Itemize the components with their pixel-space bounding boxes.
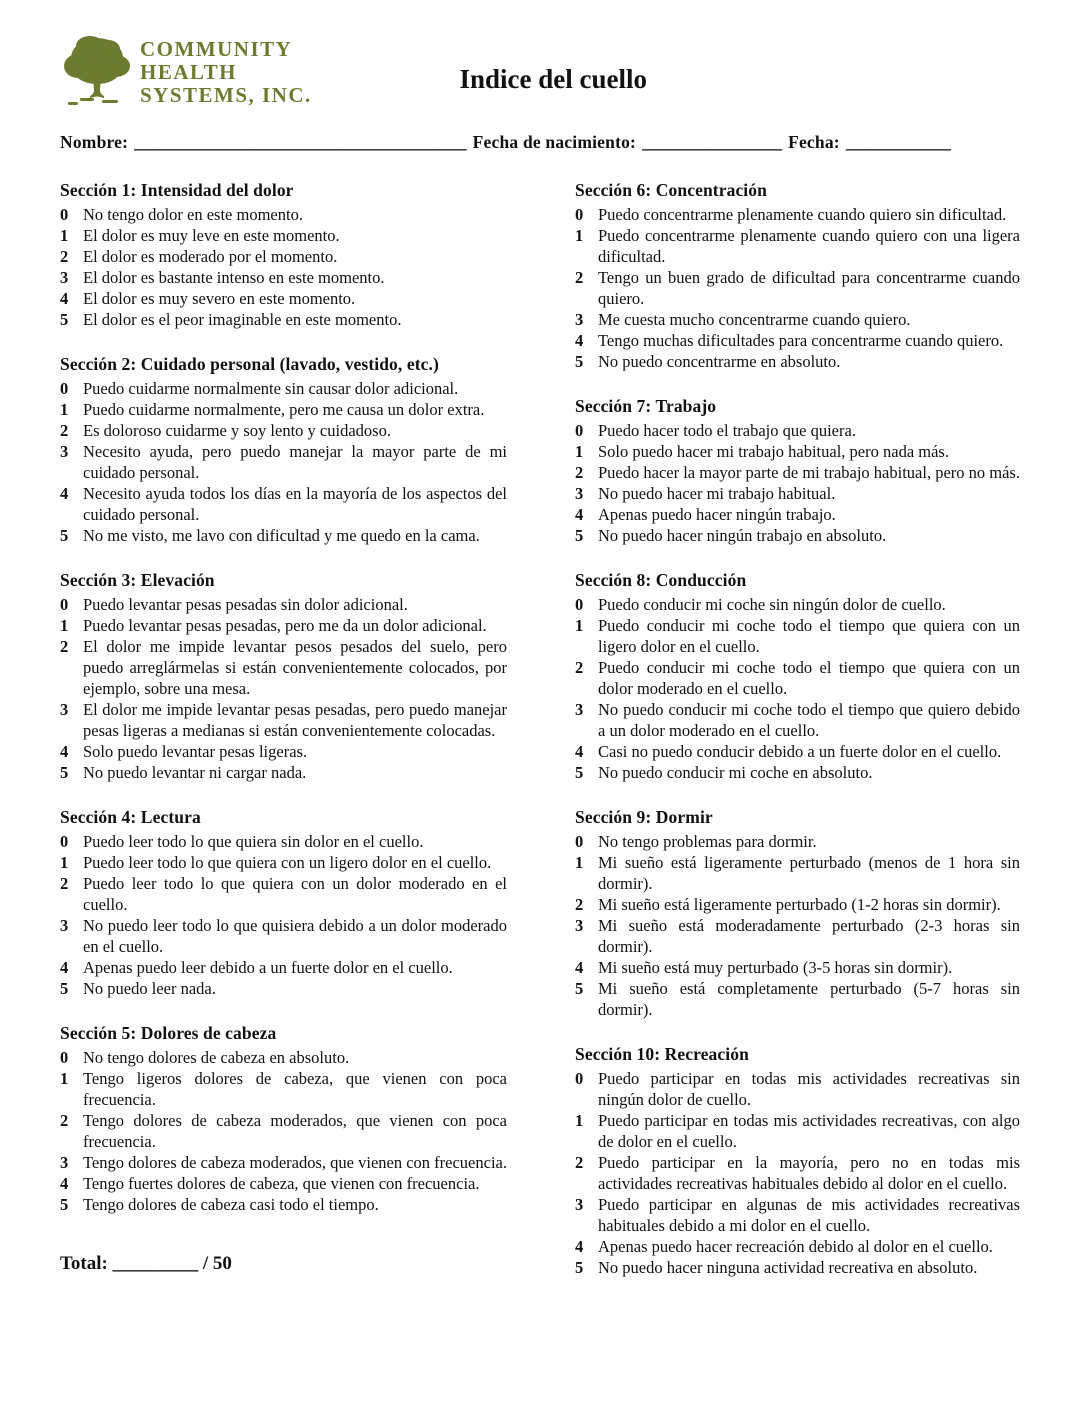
answer-option bbox=[575, 699, 1020, 741]
option-score: 3 bbox=[60, 268, 69, 287]
section-title: Sección 8: Conducción bbox=[575, 570, 747, 590]
answer-option bbox=[60, 309, 507, 330]
option-score: 5 bbox=[575, 352, 584, 371]
answer-option bbox=[575, 615, 1020, 657]
option-list bbox=[60, 204, 507, 330]
answer-option bbox=[575, 1068, 1020, 1110]
answer-option bbox=[575, 1110, 1020, 1152]
answer-option bbox=[575, 594, 1020, 615]
section-title: Sección 1: Intensidad del dolor bbox=[60, 180, 294, 200]
option-score: 1 bbox=[575, 226, 584, 245]
option-score: 1 bbox=[60, 400, 69, 419]
option-score: 0 bbox=[575, 421, 584, 440]
option-text: Necesito ayuda, pero puedo manejar la mayor parte de mi cuidado personal. bbox=[83, 442, 507, 482]
option-text: Tengo dolores de cabeza moderados, que vienen con frecuencia. bbox=[83, 1153, 507, 1172]
option-text: No puedo conducir mi coche todo el tiempo que quiero debido a un dolor moderado en el cuello. bbox=[598, 700, 1020, 740]
date-field-label: Fecha: bbox=[788, 132, 840, 152]
answer-option bbox=[60, 915, 507, 957]
dob-field-label: Fecha de nacimiento: bbox=[472, 132, 637, 152]
answer-option bbox=[575, 741, 1020, 762]
option-text: Puedo participar en la mayoría, pero no en todas mis actividades recreativas habituales debido al dolor en el cuello. bbox=[598, 1153, 1020, 1193]
option-text: No tengo dolores de cabeza en absoluto. bbox=[83, 1048, 350, 1067]
survey-section bbox=[575, 179, 1020, 372]
answer-option bbox=[575, 1152, 1020, 1194]
option-text: Puedo conducir mi coche todo el tiempo que quiera con un dolor moderado en el cuello. bbox=[598, 658, 1020, 698]
option-text: Puedo conducir mi coche todo el tiempo que quiera con un ligero dolor en el cuello. bbox=[598, 616, 1020, 656]
option-text: No puedo hacer ninguna actividad recreativa en absoluto. bbox=[598, 1258, 978, 1277]
option-score: 4 bbox=[575, 505, 584, 524]
option-list bbox=[60, 594, 507, 783]
option-score: 1 bbox=[60, 853, 69, 872]
option-score: 4 bbox=[575, 331, 584, 350]
option-text: Puedo participar en todas mis actividades recreativas, con algo de dolor en el cuello. bbox=[598, 1111, 1020, 1151]
option-text: Tengo ligeros dolores de cabeza, que vienen con poca frecuencia. bbox=[83, 1069, 507, 1109]
option-text: Me cuesta mucho concentrarme cuando quiero. bbox=[598, 310, 911, 329]
option-score: 2 bbox=[575, 658, 584, 677]
option-score: 0 bbox=[60, 205, 69, 224]
option-score: 1 bbox=[60, 1069, 69, 1088]
option-text: No puedo leer nada. bbox=[83, 979, 216, 998]
option-score: 5 bbox=[60, 763, 69, 782]
answer-option bbox=[60, 594, 507, 615]
answer-option bbox=[60, 441, 507, 483]
option-score: 5 bbox=[575, 526, 584, 545]
option-text: Puedo hacer todo el trabajo que quiera. bbox=[598, 421, 856, 440]
option-text: Mi sueño está ligeramente perturbado (1-2 horas sin dormir). bbox=[598, 895, 1001, 914]
option-text: No puedo levantar ni cargar nada. bbox=[83, 763, 307, 782]
right-column bbox=[575, 179, 1020, 1301]
survey-section bbox=[60, 1022, 507, 1215]
company-name-line3: SYSTEMS, INC. bbox=[140, 83, 312, 107]
answer-option bbox=[575, 420, 1020, 441]
option-score: 0 bbox=[575, 205, 584, 224]
section-title: Sección 10: Recreación bbox=[575, 1044, 749, 1064]
option-score: 1 bbox=[575, 1111, 584, 1130]
option-score: 2 bbox=[60, 874, 69, 893]
section-title: Sección 6: Concentración bbox=[575, 180, 767, 200]
questionnaire-columns bbox=[60, 179, 1024, 1301]
name-field-label: Nombre: bbox=[60, 132, 129, 152]
survey-section bbox=[575, 569, 1020, 783]
option-score: 4 bbox=[575, 958, 584, 977]
option-score: 5 bbox=[60, 979, 69, 998]
option-score: 0 bbox=[60, 595, 69, 614]
answer-option bbox=[575, 1236, 1020, 1257]
section-title: Sección 2: Cuidado personal (lavado, vestido, etc.) bbox=[60, 354, 439, 374]
answer-option bbox=[575, 957, 1020, 978]
answer-option bbox=[60, 246, 507, 267]
option-score: 1 bbox=[60, 616, 69, 635]
answer-option bbox=[575, 267, 1020, 309]
option-score: 0 bbox=[575, 832, 584, 851]
option-list bbox=[575, 420, 1020, 546]
answer-option bbox=[575, 462, 1020, 483]
option-text: Puedo conducir mi coche sin ningún dolor de cuello. bbox=[598, 595, 946, 614]
answer-option bbox=[575, 225, 1020, 267]
answer-option bbox=[60, 483, 507, 525]
total-denominator: / 50 bbox=[202, 1253, 232, 1274]
option-text: El dolor me impide levantar pesas pesadas, pero puedo manejar pesas ligeras a medianas si están convenientemente colocadas. bbox=[83, 700, 507, 740]
answer-option bbox=[575, 657, 1020, 699]
answer-option bbox=[60, 399, 507, 420]
answer-option bbox=[60, 288, 507, 309]
option-text: No puedo hacer mi trabajo habitual. bbox=[598, 484, 836, 503]
survey-section bbox=[60, 179, 507, 330]
answer-option bbox=[575, 525, 1020, 546]
option-text: Casi no puedo conducir debido a un fuerte dolor en el cuello. bbox=[598, 742, 1002, 761]
answer-option bbox=[60, 957, 507, 978]
section-title: Sección 7: Trabajo bbox=[575, 396, 717, 416]
answer-option bbox=[60, 378, 507, 399]
option-text: Puedo leer todo lo que quiera con un ligero dolor en el cuello. bbox=[83, 853, 492, 872]
answer-option bbox=[575, 1257, 1020, 1278]
answer-option bbox=[575, 483, 1020, 504]
option-text: Apenas puedo leer debido a un fuerte dolor en el cuello. bbox=[83, 958, 453, 977]
answer-option bbox=[60, 204, 507, 225]
section-title: Sección 9: Dormir bbox=[575, 807, 713, 827]
option-score: 3 bbox=[575, 484, 584, 503]
answer-option bbox=[575, 894, 1020, 915]
left-column bbox=[60, 179, 507, 1301]
tree-icon bbox=[60, 32, 134, 112]
option-score: 2 bbox=[575, 268, 584, 287]
option-score: 2 bbox=[60, 637, 69, 656]
name-field-blank: ______________________________________ bbox=[134, 132, 467, 152]
answer-option bbox=[60, 525, 507, 546]
answer-option bbox=[60, 1173, 507, 1194]
answer-option bbox=[575, 831, 1020, 852]
option-text: No puedo concentrarme en absoluto. bbox=[598, 352, 841, 371]
survey-section bbox=[575, 1043, 1020, 1278]
left-column-sections bbox=[60, 179, 507, 1215]
option-score: 1 bbox=[575, 442, 584, 461]
total-blank: _________ bbox=[112, 1253, 199, 1274]
option-text: El dolor es muy severo en este momento. bbox=[83, 289, 356, 308]
option-text: Puedo levantar pesas pesadas, pero me da un dolor adicional. bbox=[83, 616, 487, 635]
answer-option bbox=[575, 330, 1020, 351]
option-text: No puedo hacer ningún trabajo en absoluto. bbox=[598, 526, 887, 545]
option-list bbox=[60, 1047, 507, 1215]
answer-option bbox=[60, 1152, 507, 1173]
option-text: El dolor es bastante intenso en este momento. bbox=[83, 268, 385, 287]
section-title: Sección 3: Elevación bbox=[60, 570, 215, 590]
survey-section bbox=[575, 395, 1020, 546]
option-score: 2 bbox=[575, 1153, 584, 1172]
page-header bbox=[60, 30, 1024, 112]
date-field-blank: ____________ bbox=[845, 132, 951, 152]
option-list bbox=[575, 204, 1020, 372]
option-score: 2 bbox=[60, 421, 69, 440]
answer-option bbox=[575, 204, 1020, 225]
answer-option bbox=[575, 351, 1020, 372]
option-score: 4 bbox=[575, 1237, 584, 1256]
option-text: Puedo levantar pesas pesadas sin dolor adicional. bbox=[83, 595, 408, 614]
option-score: 4 bbox=[60, 1174, 69, 1193]
survey-section bbox=[575, 806, 1020, 1020]
answer-option bbox=[60, 1068, 507, 1110]
survey-section bbox=[60, 353, 507, 546]
option-list bbox=[60, 831, 507, 999]
option-text: Puedo participar en algunas de mis actividades recreativas habituales debido a mi dolor en el cuello. bbox=[598, 1195, 1020, 1235]
company-name-line1: COMMUNITY bbox=[140, 37, 293, 61]
option-score: 2 bbox=[60, 247, 69, 266]
company-name-line2: HEALTH bbox=[140, 60, 237, 84]
option-text: Apenas puedo hacer recreación debido al dolor en el cuello. bbox=[598, 1237, 993, 1256]
answer-option bbox=[575, 762, 1020, 783]
answer-option bbox=[575, 441, 1020, 462]
answer-option bbox=[60, 225, 507, 246]
option-text: No puedo leer todo lo que quisiera debido a un dolor moderado en el cuello. bbox=[83, 916, 507, 956]
answer-option bbox=[60, 831, 507, 852]
answer-option bbox=[60, 636, 507, 699]
survey-section bbox=[60, 806, 507, 999]
total-label: Total: bbox=[60, 1253, 108, 1274]
option-score: 5 bbox=[60, 1195, 69, 1214]
option-text: Necesito ayuda todos los días en la mayoría de los aspectos del cuidado personal. bbox=[83, 484, 507, 524]
answer-option bbox=[60, 699, 507, 741]
answer-option bbox=[60, 1194, 507, 1215]
answer-option bbox=[575, 1194, 1020, 1236]
answer-option bbox=[60, 1110, 507, 1152]
total-row bbox=[60, 1253, 507, 1275]
answer-option bbox=[575, 852, 1020, 894]
option-text: No tengo dolor en este momento. bbox=[83, 205, 303, 224]
option-score: 3 bbox=[575, 1195, 584, 1214]
option-score: 3 bbox=[60, 916, 69, 935]
option-score: 5 bbox=[60, 526, 69, 545]
option-text: El dolor es el peor imaginable en este momento. bbox=[83, 310, 402, 329]
option-text: No puedo conducir mi coche en absoluto. bbox=[598, 763, 873, 782]
option-text: Tengo dolores de cabeza casi todo el tiempo. bbox=[83, 1195, 379, 1214]
company-logo bbox=[60, 32, 312, 112]
option-score: 0 bbox=[60, 832, 69, 851]
option-score: 3 bbox=[60, 1153, 69, 1172]
option-text: Tengo fuertes dolores de cabeza, que vienen con frecuencia. bbox=[83, 1174, 480, 1193]
option-text: Mi sueño está completamente perturbado (5-7 horas sin dormir). bbox=[598, 979, 1020, 1019]
option-text: Solo puedo hacer mi trabajo habitual, pero nada más. bbox=[598, 442, 949, 461]
option-score: 2 bbox=[575, 895, 584, 914]
option-text: Puedo leer todo lo que quiera sin dolor en el cuello. bbox=[83, 832, 424, 851]
option-score: 3 bbox=[575, 916, 584, 935]
option-text: Solo puedo levantar pesas ligeras. bbox=[83, 742, 308, 761]
answer-option bbox=[60, 762, 507, 783]
option-score: 5 bbox=[60, 310, 69, 329]
option-text: El dolor es muy leve en este momento. bbox=[83, 226, 340, 245]
option-text: Puedo hacer la mayor parte de mi trabajo habitual, pero no más. bbox=[598, 463, 1020, 482]
option-score: 0 bbox=[575, 595, 584, 614]
option-score: 5 bbox=[575, 763, 584, 782]
option-score: 0 bbox=[575, 1069, 584, 1088]
option-score: 3 bbox=[575, 700, 584, 719]
dob-field-blank: ________________ bbox=[642, 132, 783, 152]
option-text: Puedo concentrarme plenamente cuando quiero sin dificultad. bbox=[598, 205, 1007, 224]
option-list bbox=[60, 378, 507, 546]
option-text: Apenas puedo hacer ningún trabajo. bbox=[598, 505, 836, 524]
option-score: 1 bbox=[575, 616, 584, 635]
option-score: 4 bbox=[60, 289, 69, 308]
option-score: 5 bbox=[575, 1258, 584, 1277]
option-list bbox=[575, 831, 1020, 1020]
option-score: 3 bbox=[60, 700, 69, 719]
option-score: 4 bbox=[60, 958, 69, 977]
option-text: Es doloroso cuidarme y soy lento y cuidadoso. bbox=[83, 421, 391, 440]
answer-option bbox=[575, 309, 1020, 330]
option-text: Puedo cuidarme normalmente, pero me causa un dolor extra. bbox=[83, 400, 485, 419]
option-text: Puedo cuidarme normalmente sin causar dolor adicional. bbox=[83, 379, 459, 398]
option-text: Tengo dolores de cabeza moderados, que vienen con poca frecuencia. bbox=[83, 1111, 507, 1151]
section-title: Sección 5: Dolores de cabeza bbox=[60, 1023, 277, 1043]
answer-option bbox=[575, 915, 1020, 957]
option-text: Tengo muchas dificultades para concentrarme cuando quiero. bbox=[598, 331, 1004, 350]
option-text: Tengo un buen grado de dificultad para concentrarme cuando quiero. bbox=[598, 268, 1020, 308]
option-score: 3 bbox=[575, 310, 584, 329]
survey-section bbox=[60, 569, 507, 783]
answer-option bbox=[60, 873, 507, 915]
answer-option bbox=[60, 267, 507, 288]
option-text: No tengo problemas para dormir. bbox=[598, 832, 817, 851]
option-text: El dolor es moderado por el momento. bbox=[83, 247, 338, 266]
page-title: Indice del cuello bbox=[459, 64, 647, 94]
option-list bbox=[575, 1068, 1020, 1278]
option-score: 1 bbox=[575, 853, 584, 872]
option-text: Mi sueño está moderadamente perturbado (2-3 horas sin dormir). bbox=[598, 916, 1020, 956]
answer-option bbox=[60, 1047, 507, 1068]
answer-option bbox=[60, 615, 507, 636]
option-text: Puedo participar en todas mis actividades recreativas sin ningún dolor de cuello. bbox=[598, 1069, 1020, 1109]
answer-option bbox=[60, 741, 507, 762]
option-score: 3 bbox=[60, 442, 69, 461]
option-score: 4 bbox=[60, 484, 69, 503]
option-text: Mi sueño está muy perturbado (3-5 horas sin dormir). bbox=[598, 958, 953, 977]
answer-option bbox=[575, 504, 1020, 525]
option-text: Puedo concentrarme plenamente cuando quiero con una ligera dificultad. bbox=[598, 226, 1020, 266]
answer-option bbox=[575, 978, 1020, 1020]
option-score: 2 bbox=[60, 1111, 69, 1130]
option-score: 0 bbox=[60, 379, 69, 398]
answer-option bbox=[60, 852, 507, 873]
option-score: 1 bbox=[60, 226, 69, 245]
option-score: 4 bbox=[60, 742, 69, 761]
answer-option bbox=[60, 420, 507, 441]
option-text: Mi sueño está ligeramente perturbado (menos de 1 hora sin dormir). bbox=[598, 853, 1020, 893]
option-text: El dolor me impide levantar pesos pesados del suelo, pero puedo arreglármelas si están convenientemente colocados, por ejemplo, sobre una mesa. bbox=[83, 637, 507, 698]
option-score: 5 bbox=[575, 979, 584, 998]
option-score: 2 bbox=[575, 463, 584, 482]
option-list bbox=[575, 594, 1020, 783]
answer-option bbox=[60, 978, 507, 999]
option-text: No me visto, me lavo con dificultad y me quedo en la cama. bbox=[83, 526, 480, 545]
patient-fields-row bbox=[60, 132, 1024, 153]
option-score: 4 bbox=[575, 742, 584, 761]
option-text: Puedo leer todo lo que quiera con un dolor moderado en el cuello. bbox=[83, 874, 507, 914]
option-score: 0 bbox=[60, 1048, 69, 1067]
company-name bbox=[140, 32, 312, 107]
section-title: Sección 4: Lectura bbox=[60, 807, 201, 827]
